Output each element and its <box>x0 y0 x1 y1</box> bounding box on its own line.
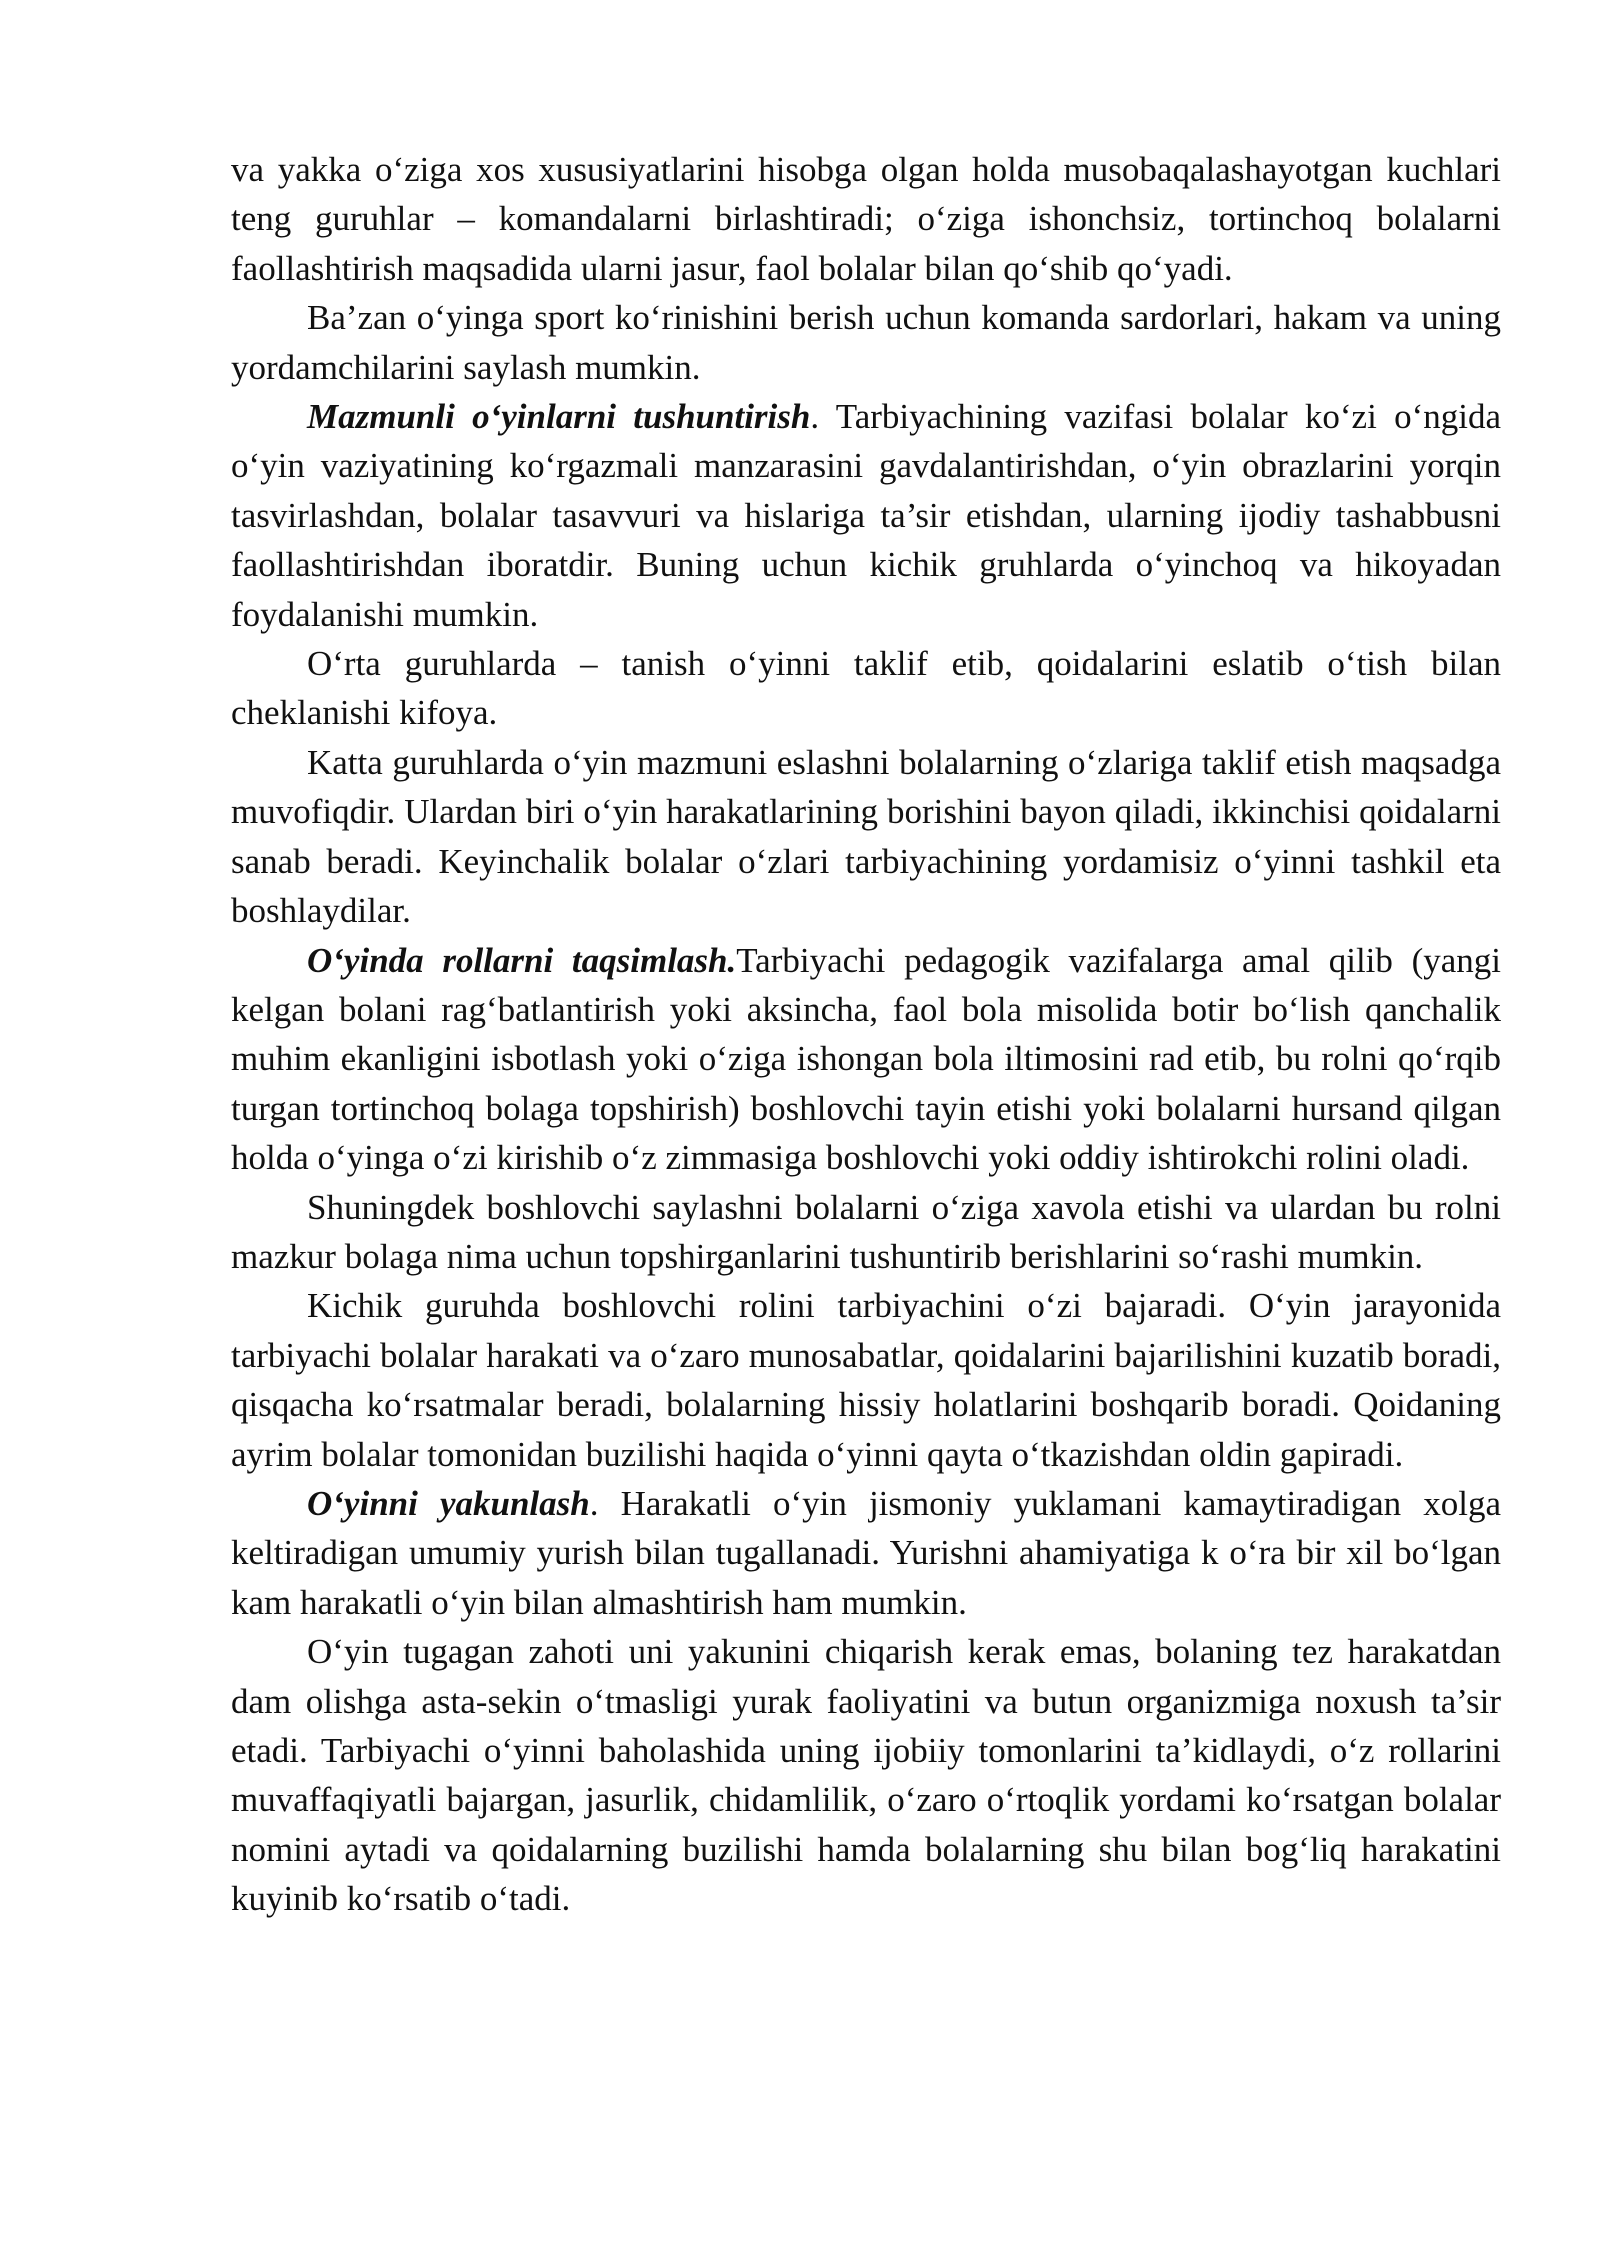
paragraph-5 <box>231 738 1501 936</box>
paragraph-4 <box>231 639 1501 738</box>
paragraph-4-text: O‘rta guruhlarda – tanish o‘yinni taklif etib, qoidalarini eslatib o‘tish bilan cheklanishi kifoya. <box>231 644 1501 733</box>
section-heading-role-distribution: O‘yinda rollarni taqsimlash. <box>307 940 737 980</box>
paragraph-2 <box>231 293 1501 392</box>
paragraph-3 <box>231 392 1501 639</box>
paragraph-1 <box>231 145 1501 293</box>
paragraph-6 <box>231 936 1501 1183</box>
paragraph-8-text: Kichik guruhda boshlovchi rolini tarbiyachini o‘zi bajaradi. O‘yin jarayonida tarbiyachi bolalar harakati va o‘zaro munosabatlar, qoidalarini bajarilishini kuzatib boradi, qisqacha ko‘rsatmalar beradi, bolalarning hissiy holatlarini boshqarib boradi. Qoidaning ayrim bolalar tomonidan buzilishi haqida o‘yinni qayta o‘tkazishdan oldin gapiradi. <box>231 1286 1501 1474</box>
paragraph-9-text: . Harakatli o‘yin jismoniy yuklamani kamaytiradigan xolga keltiradigan umumiy yurish bilan tugallanadi. Yurishni ahamiyatiga k o‘ra bir xil bo‘lgan kam harakatli o‘yin bilan almashtirish ham mumkin. <box>231 1483 1502 1622</box>
paragraph-7 <box>231 1183 1501 1282</box>
paragraph-2-text: Ba’zan o‘yinga sport ko‘rinishini berish uchun komanda sardorlari, hakam va uning yordamchilarini saylash mumkin. <box>231 298 1501 387</box>
paragraph-10-text: O‘yin tugagan zahoti uni yakunini chiqarish kerak emas, bolaning tez harakatdan dam olishga asta-sekin o‘tmasligi yurak faoliyatini va butun organizmiga noxush ta’sir etadi. Tarbiyachi o‘yinni baholashida uning ijobiiy tomonlarini ta’kidlaydi, o‘z rollarini muvaffaqiyatli bajargan, jasurlik, chidamlilik, o‘zaro o‘rtoqlik yordami ko‘rsatgan bolalar nomini aytadi va qoidalarning buzilishi hamda bolalarning shu bilan bog‘liq harakatini kuyinib ko‘rsatib o‘tadi. <box>231 1632 1501 1919</box>
paragraph-9 <box>231 1479 1501 1627</box>
paragraph-6-text: Tarbiyachi pedagogik vazifalarga amal qilib (yangi kelgan bolani rag‘batlantirish yoki aksincha, faol bola misolida botir bo‘lish qanchalik muhim ekanligini isbotlash yoki o‘ziga ishongan bola iltimosini rad etib, bu rolni qo‘rqib turgan tortinchoq bolaga topshirish) boshlovchi tayin etishi yoki bolalarni hursand qilgan holda o‘yinga o‘zi kirishib o‘z zimmasiga boshlovchi yoki oddiy ishtirokchi rolini oladi. <box>231 940 1501 1178</box>
paragraph-10 <box>231 1627 1501 1923</box>
paragraph-3-text: . Tarbiyachining vazifasi bolalar ko‘zi o‘ngida o‘yin vaziyatining ko‘rgazmali manzarasini gavdalantirishdan, o‘yin obrazlarini yorqin tasvirlashdan, bolalar tasavvuri va hislariga ta’sir etishdan, ularning ijodiy tashabbusni faollashtirishdan iboratdir. Buning uchun kichik gruhlarda o‘yinchoq va hikoyadan foydalanishi mumkin. <box>231 397 1501 634</box>
section-heading-ending-game: O‘yinni yakunlash <box>307 1483 590 1523</box>
paragraph-8 <box>231 1281 1501 1479</box>
paragraph-5-text: Katta guruhlarda o‘yin mazmuni eslashni bolalarning o‘zlariga taklif etish maqsadga muvofiqdir. Ulardan biri o‘yin harakatlarining borishini bayon qiladi, ikkinchisi qoidalarni sanab beradi. Keyinchalik bolalar o‘zlari tarbiyachining yordamisiz o‘yinni tashkil eta boshlaydilar. <box>231 742 1501 931</box>
body-text <box>231 145 1501 1924</box>
paragraph-7-text: Shuningdek boshlovchi saylashni bolalarni o‘ziga xavola etishi va ulardan bu rolni mazkur bolaga nima uchun topshirganlarini tushuntirib berishlarini so‘rashi mumkin. <box>231 1187 1501 1276</box>
section-heading-explaining-games: Mazmunli o‘yinlarni tushuntirish <box>307 397 811 437</box>
paragraph-1-text: va yakka o‘ziga xos xususiyatlarini hisobga olgan holda musobaqalashayotgan kuchlari teng guruhlar – komandalarni birlashtiradi; o‘ziga ishonchsiz, tortinchoq bolalarni faollashtirish maqsadida ularni jasur, faol bolalar bilan qo‘shib qo‘yadi. <box>231 150 1501 288</box>
